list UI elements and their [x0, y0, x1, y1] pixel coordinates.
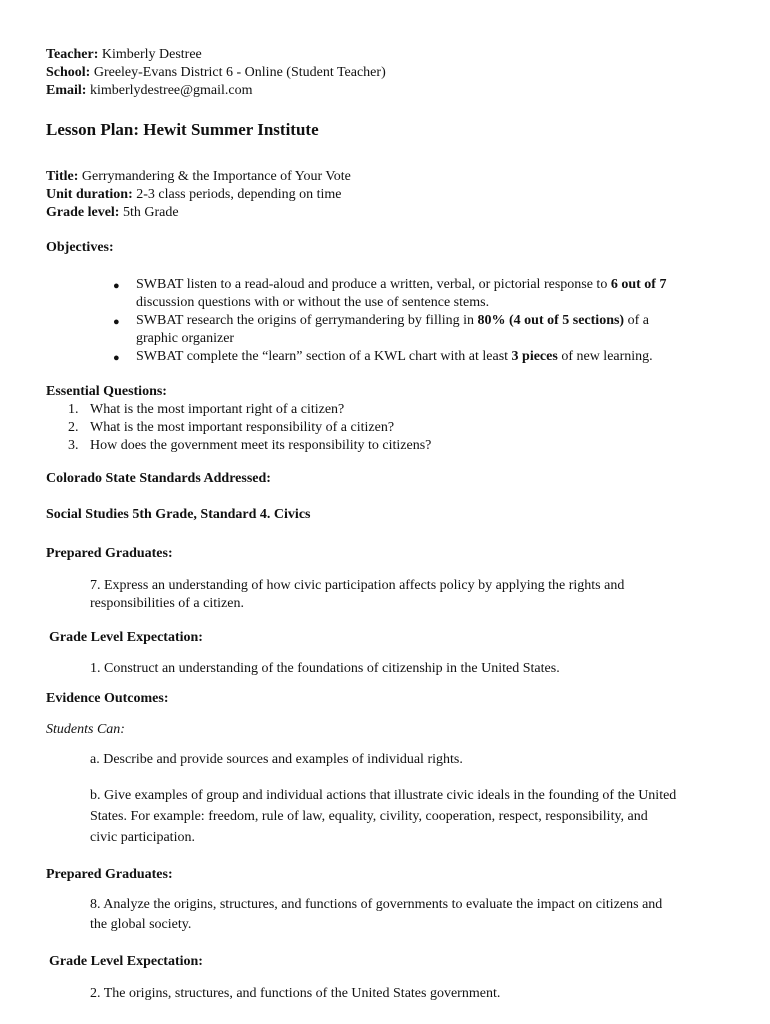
standards-heading: Colorado State Standards Addressed: [46, 471, 271, 486]
question-1-number: 1. [68, 402, 79, 417]
prepared-graduates-8-line2: the global society. [90, 917, 192, 932]
essential-questions-heading: Essential Questions: [46, 384, 167, 399]
objectives-heading: Objectives: [46, 240, 114, 255]
bullet-icon: ● [113, 352, 120, 364]
outcome-b-line1: b. Give examples of group and individual actions that illustrate civic ideals in the founding of the United [90, 788, 677, 803]
bullet-icon: ● [113, 280, 120, 292]
prepared-graduates-7-line2: responsibilities of a citizen. [90, 596, 244, 611]
evidence-outcomes-heading: Evidence Outcomes: [46, 691, 169, 706]
question-3-number: 3. [68, 438, 79, 453]
objective-3-emphasis: 3 pieces [511, 349, 558, 364]
objective-3-text: SWBAT complete the “learn” section of a KWL chart with at least [136, 349, 512, 364]
objective-2-text: SWBAT research the origins of gerrymandering by filling in [136, 313, 478, 328]
students-can-label: Students Can: [46, 722, 125, 737]
email-value: kimberlydestree@gmail.com [86, 83, 253, 98]
objective-1-text: SWBAT listen to a read-aloud and produce a written, verbal, or pictorial response to [136, 277, 611, 292]
objective-2-line1 [136, 312, 649, 330]
outcome-a: a. Describe and provide sources and examples of individual rights. [90, 752, 463, 767]
title-value: Gerrymandering & the Importance of Your Vote [78, 169, 351, 184]
outcome-b-line3: civic participation. [90, 830, 195, 845]
objective-1-line2: discussion questions with or without the use of sentence stems. [136, 295, 490, 310]
question-2-text: What is the most important responsibility of a citizen? [90, 420, 395, 435]
grade-level-expectation-2: 2. The origins, structures, and functions of the United States government. [90, 986, 501, 1001]
objective-2-line2: graphic organizer [136, 331, 235, 346]
title-line [46, 168, 351, 186]
duration-line [46, 186, 342, 204]
school-value: Greeley-Evans District 6 - Online (Student Teacher) [90, 65, 386, 80]
question-3-text: How does the government meet its responsibility to citizens? [90, 438, 432, 453]
prepared-graduates-7-line1: 7. Express an understanding of how civic participation affects policy by applying the rights and [90, 578, 625, 593]
objective-3-text-tail: of new learning. [557, 349, 653, 364]
grade-value: 5th Grade [119, 205, 179, 220]
prepared-graduates-8-line1: 8. Analyze the origins, structures, and functions of governments to evaluate the impact on citizens and [90, 897, 663, 912]
grade-label: Grade level: [46, 205, 120, 220]
grade-line [46, 204, 179, 222]
objective-1-emphasis: 6 out of 7 [610, 277, 667, 292]
grade-level-expectation-heading-2: Grade Level Expectation: [49, 954, 203, 969]
objective-2-text-tail: of a [624, 313, 649, 328]
email-line [46, 82, 253, 100]
outcome-b-line2: States. For example: freedom, rule of law, equality, civility, cooperation, respect, responsibility, and [90, 809, 648, 824]
school-label: School: [46, 65, 91, 80]
objective-3-line1 [136, 348, 653, 366]
school-line [46, 64, 386, 82]
email-label: Email: [46, 83, 87, 98]
grade-level-expectation-1: 1. Construct an understanding of the foundations of citizenship in the United States. [90, 661, 560, 676]
objective-1-line1 [136, 276, 666, 294]
standards-subheading: Social Studies 5th Grade, Standard 4. Civics [46, 507, 311, 522]
objective-2-emphasis: 80% (4 out of 5 sections) [477, 313, 625, 328]
duration-value: 2-3 class periods, depending on time [132, 187, 342, 202]
lesson-title: Lesson Plan: Hewit Summer Institute [46, 120, 319, 139]
teacher-line [46, 46, 202, 64]
teacher-value: Kimberly Destree [98, 47, 202, 62]
question-2-number: 2. [68, 420, 79, 435]
prepared-graduates-heading-2: Prepared Graduates: [46, 867, 173, 882]
grade-level-expectation-heading: Grade Level Expectation: [49, 630, 203, 645]
duration-label: Unit duration: [46, 187, 133, 202]
title-label: Title: [46, 169, 79, 184]
prepared-graduates-heading: Prepared Graduates: [46, 546, 173, 561]
teacher-label: Teacher: [46, 47, 99, 62]
bullet-icon: ● [113, 316, 120, 328]
question-1-text: What is the most important right of a citizen? [90, 402, 345, 417]
